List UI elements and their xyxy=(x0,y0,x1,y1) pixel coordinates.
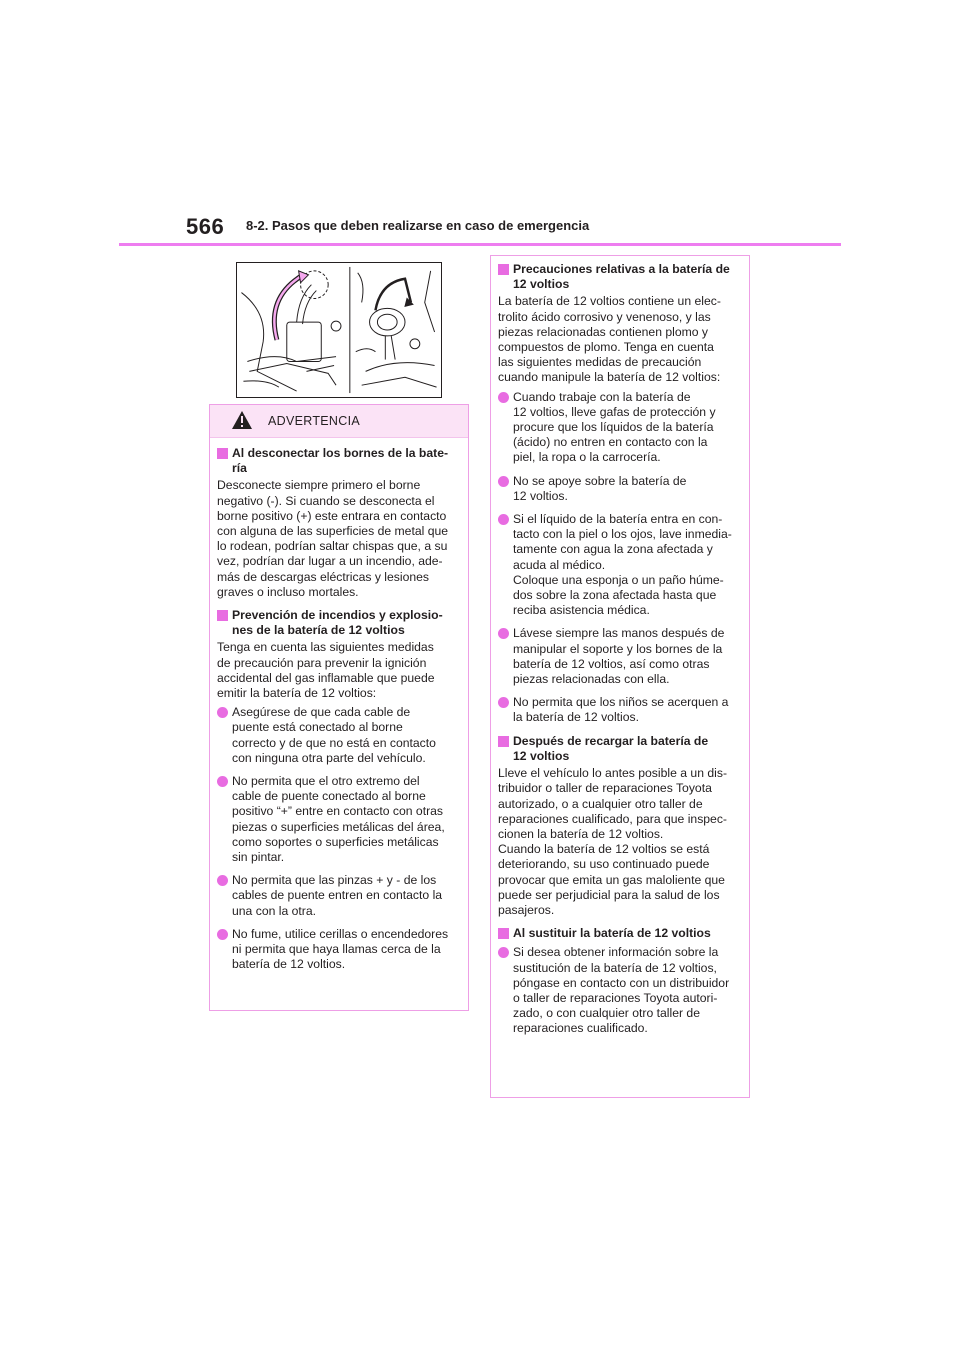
round-bullet-icon xyxy=(217,776,228,787)
list-item-text: No permita que el otro extremo del cable de puente conectado al borne positivo “+” entre en contacto con otras piezas o superficies metálicas del área, como soportes o superficies metálicas sin pintar. xyxy=(232,774,445,865)
warning-content xyxy=(210,438,468,973)
page-number: 566 xyxy=(186,214,225,239)
square-bullet-icon xyxy=(498,264,509,275)
list-item-text: Si el líquido de la batería entra en con- tacto con la piel o los ojos, lave inmedia- tamente con agua la zona afectada y acuda al médico. Coloque una esponja o un paño húme- dos sobre la zona afectada hasta que reciba asistencia médica. xyxy=(513,512,732,618)
round-bullet-icon xyxy=(217,707,228,718)
round-bullet-icon xyxy=(498,628,509,639)
round-bullet-icon xyxy=(498,697,509,708)
list-item-text: No permita que los niños se acerquen a la batería de 12 voltios. xyxy=(513,695,729,725)
square-bullet-icon xyxy=(498,928,509,939)
list-item-text: Cuando trabaje con la batería de 12 voltios, lleve gafas de protección y procure que los líquidos de la batería (ácido) no entren en contacto con la piel, la ropa o la carrocería. xyxy=(513,389,716,465)
section-heading xyxy=(498,262,739,292)
section-heading xyxy=(217,446,458,476)
list-item xyxy=(217,927,458,973)
section-heading xyxy=(498,734,739,764)
chapter-title: 8-2. Pasos que deben realizarse en caso de emergencia xyxy=(246,218,590,233)
section-title: Al sustituir la batería de 12 voltios xyxy=(513,926,711,941)
list-item xyxy=(217,705,458,766)
header-rule xyxy=(119,243,841,246)
list-item xyxy=(217,774,458,865)
round-bullet-icon xyxy=(217,929,228,940)
list-item xyxy=(498,512,739,618)
list-item xyxy=(498,626,739,687)
paragraph: La batería de 12 voltios contiene un elec- trolito ácido corrosivo y venenoso, y las piezas relacionadas contienen plomo y compuestos de plomo. Tenga en cuenta las siguientes medidas de precaución cuando manipule la batería de 12 voltios: xyxy=(498,294,721,385)
list-item xyxy=(498,695,739,725)
list-item-text: No permita que las pinzas + y - de los cables de puente entren en contacto la una con la otra. xyxy=(232,873,443,918)
paragraph: Tenga en cuenta las siguientes medidas de precaución para prevenir la ignición accidental del gas inflamable que puede emitir la batería de 12 voltios: xyxy=(217,640,435,701)
list-item xyxy=(217,873,458,919)
section-heading xyxy=(498,926,739,941)
square-bullet-icon xyxy=(498,736,509,747)
warning-triangle-icon xyxy=(231,410,253,430)
warning-box xyxy=(209,404,469,1011)
list-item-text: No se apoye sobre la batería de 12 voltios. xyxy=(513,473,687,503)
paragraph: Desconecte siempre primero el borne negativo (-). Si cuando se desconecta el borne positivo (+) este entrara en contacto con alguna de las superficies de metal que lo rodean, podrían saltar chispas que, a su vez, podrían dar lugar a un incendio, ade- más de descargas eléctricas y lesiones graves o incluso mortales. xyxy=(217,478,449,599)
round-bullet-icon xyxy=(498,392,509,403)
section-title: Después de recargar la batería de 12 voltios xyxy=(513,733,709,763)
section-title: Precauciones relativas a la batería de 12 voltios xyxy=(513,262,730,292)
list-item-text: Lávese siempre las manos después de manipular el soporte y los bornes de la batería de 12 voltios, así como otras piezas relacionadas con ella. xyxy=(513,626,725,687)
list-item xyxy=(498,474,739,504)
list-item-text: Si desea obtener información sobre la sustitución de la batería de 12 voltios, póngase en contacto con un distribuidor o taller de reparaciones Toyota autori- zado, o con cualquier otro taller de reparaciones cualificado. xyxy=(513,945,730,1036)
list-item-text: No fume, utilice cerillas o encendedores ni permita que haya llamas cerca de la batería de 12 voltios. xyxy=(232,926,449,972)
section-heading xyxy=(217,608,458,638)
battery-terminal-illustration xyxy=(236,262,442,398)
round-bullet-icon xyxy=(217,875,228,886)
paragraph: Lleve el vehículo lo antes posible a un dis- tribuidor o taller de reparaciones Toyota autorizado, o a cualquier otro taller de reparaciones cualificado, para que inspec- cionen la batería de 12 voltios. Cuando la batería de 12 voltios se está deteriorando, su uso continuado puede provocar que emita un gas maloliente que puede ser perjudicial para la salud de los pasajeros. xyxy=(498,766,727,917)
round-bullet-icon xyxy=(498,476,509,487)
round-bullet-icon xyxy=(498,514,509,525)
square-bullet-icon xyxy=(217,610,228,621)
precautions-content xyxy=(491,256,749,1037)
list-item xyxy=(498,945,739,1036)
warning-label: ADVERTENCIA xyxy=(268,414,360,428)
battery-illustration-drawing xyxy=(237,263,441,397)
list-item xyxy=(498,390,739,466)
round-bullet-icon xyxy=(498,947,509,958)
section-title: Al desconectar los bornes de la bate- ría xyxy=(232,446,449,476)
precautions-box xyxy=(490,255,750,1098)
list-item-text: Asegúrese de que cada cable de puente está conectado al borne correcto y de que no está en contacto con ninguna otra parte del vehículo. xyxy=(232,705,436,765)
square-bullet-icon xyxy=(217,448,228,459)
section-title: Prevención de incendios y explosio- nes de la batería de 12 voltios xyxy=(232,608,443,638)
warning-header xyxy=(210,405,468,438)
